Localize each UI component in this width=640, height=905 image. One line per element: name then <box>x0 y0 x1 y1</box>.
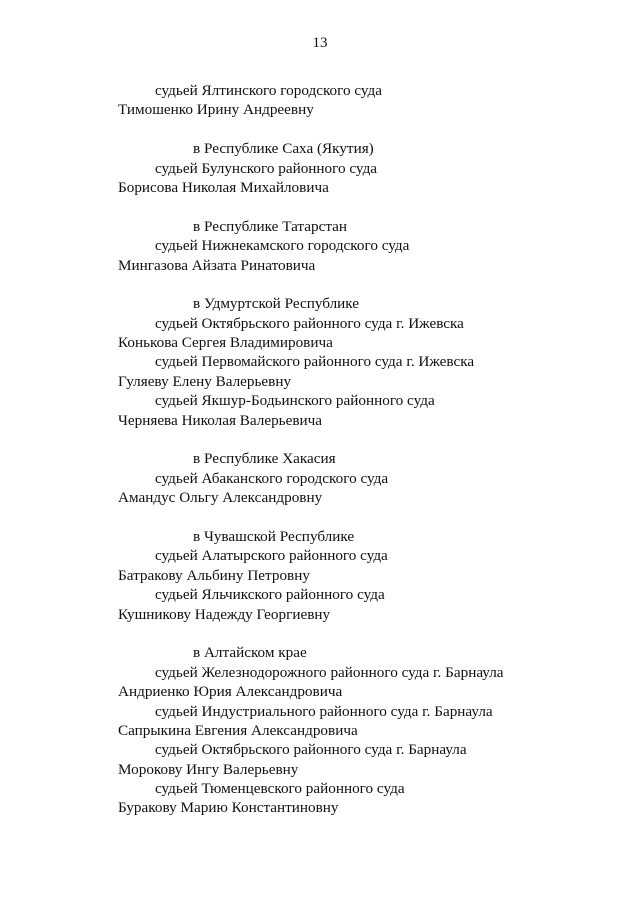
section-gap <box>118 430 618 449</box>
section-gap <box>118 120 618 139</box>
section-gap <box>118 508 618 527</box>
judge-position-line: судьей Якшур-Бодьинского районного суда <box>155 392 435 410</box>
region-heading: в Чувашской Республике <box>193 527 355 545</box>
section-gap <box>118 624 618 643</box>
section-gap <box>118 275 618 294</box>
judge-name-line: Черняева Николая Валерьевича <box>118 411 323 429</box>
judge-position-line: судьей Железнодорожного районного суда г. Барнаула <box>155 663 504 681</box>
document-body <box>118 81 618 818</box>
region-heading: в Алтайском крае <box>193 644 307 662</box>
judge-name-line: Конькова Сергея Владимировича <box>118 334 333 352</box>
judge-position-line: судьей Алатырского районного суда <box>155 547 388 565</box>
judge-position-line: судьей Абаканского городского суда <box>155 469 389 487</box>
judge-name-line: Морокову Ингу Валерьевну <box>118 760 299 778</box>
judge-position-line: судьей Тюменцевского районного суда <box>155 780 405 798</box>
judge-name-line: Тимошенко Ирину Андреевну <box>118 101 314 119</box>
judge-position-line: судьей Октябрьского районного суда г. Барнаула <box>155 741 467 759</box>
judge-name-line: Амандус Ольгу Александровну <box>118 489 323 507</box>
page-number: 13 <box>312 35 328 51</box>
judge-position-line: судьей Булунского районного суда <box>155 159 378 177</box>
judge-position-line: судьей Нижнекамского городского суда <box>155 237 410 255</box>
judge-position-line: судьей Октябрьского районного суда г. Ижевска <box>155 314 464 332</box>
judge-position-line: судьей Первомайского районного суда г. Ижевска <box>155 353 475 371</box>
region-heading: в Республике Татарстан <box>193 217 348 235</box>
section-gap <box>118 197 618 216</box>
region-heading: в Республике Хакасия <box>193 450 336 468</box>
judge-name-line: Андриенко Юрия Александровича <box>118 683 343 701</box>
region-heading: в Удмуртской Республике <box>193 295 360 313</box>
judge-name-line: Буракову Марию Константиновну <box>118 799 339 817</box>
judge-name-line: Батракову Альбину Петровну <box>118 566 310 584</box>
judge-position-line: судьей Ялтинского городского суда <box>155 82 383 99</box>
judge-name-line: Борисова Николая Михайловича <box>118 178 329 196</box>
judge-name-line: Гуляеву Елену Валерьевну <box>118 372 292 390</box>
judge-position-line: судьей Индустриального районного суда г. Барнаула <box>155 702 493 720</box>
judge-name-line: Мингазова Айзата Ринатовича <box>118 256 316 274</box>
judge-position-line: судьей Яльчикского районного суда <box>155 586 385 604</box>
judge-name-line: Сапрыкина Евгения Александровича <box>118 721 358 739</box>
judge-name-line: Кушникову Надежду Георгиевну <box>118 605 331 623</box>
region-heading: в Республике Саха (Якутия) <box>193 140 374 158</box>
